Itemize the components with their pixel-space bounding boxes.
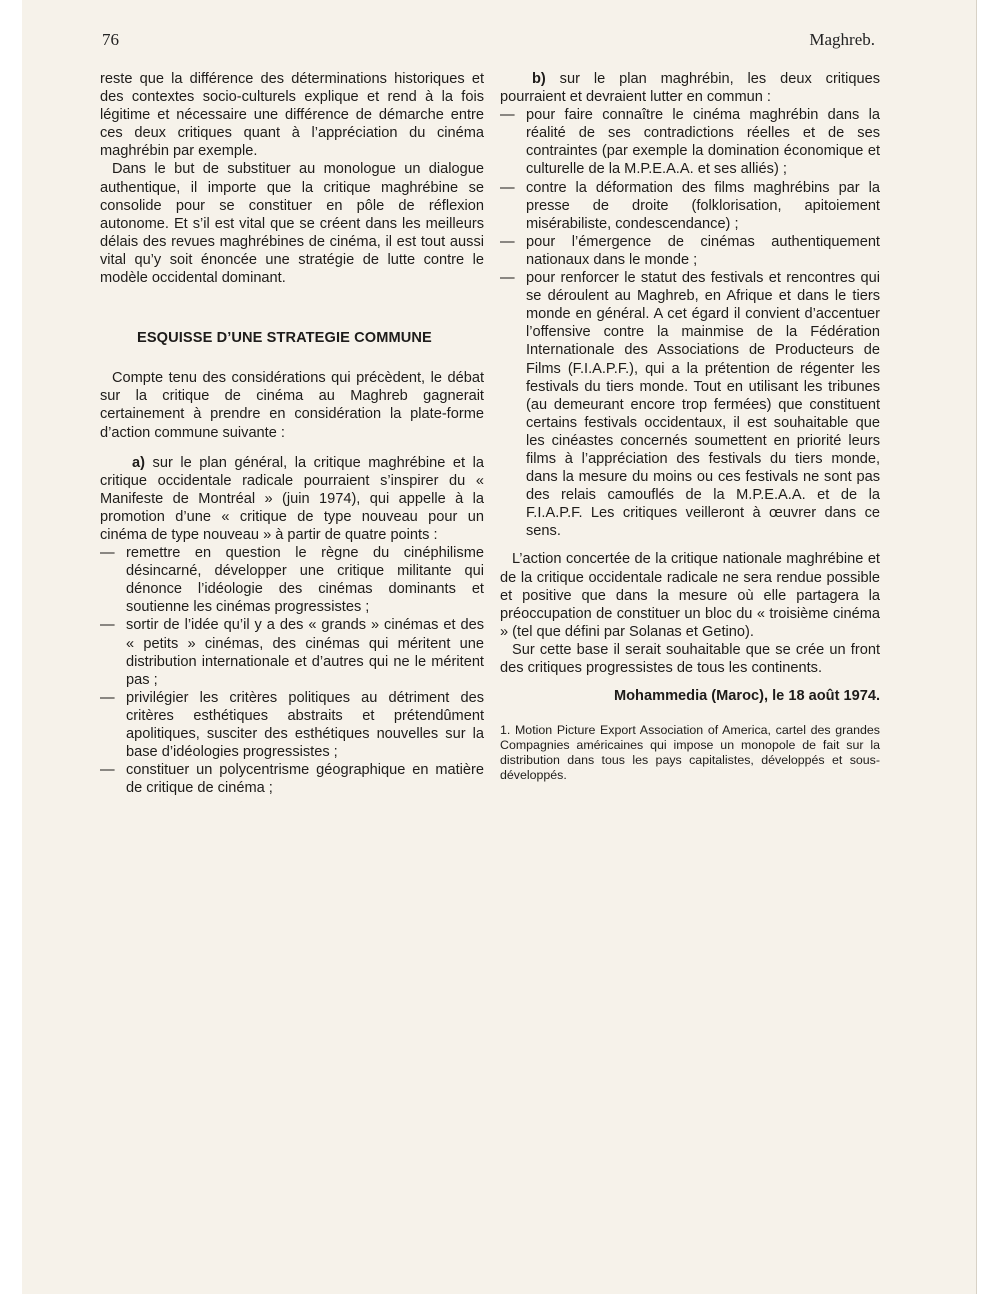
running-title: Maghreb. xyxy=(809,30,875,49)
page-number: 76 xyxy=(102,30,119,49)
footnote: 1. Motion Picture Export Association of America, cartel des grandes Compagnies américaines qui impose un monopole de fait sur la distribution dans tous les pays capitalistes, développés et sous-développés. xyxy=(500,723,880,783)
left-column xyxy=(100,70,484,797)
paragraph: Sur cette base il serait souhaitable que se crée un front des critiques progressistes de tous les continents. xyxy=(500,641,880,676)
section-heading: ESQUISSE D’UNE STRATEGIE COMMUNE xyxy=(137,330,432,347)
list-intro-text: sur le plan maghrébin, les deux critiques pourraient et devraient lutter en commun : xyxy=(500,71,880,106)
list-item: — contre la déformation des films maghrébins par la presse de droite (folklorisation, apitoiement misérabiliste, condescendance) ; xyxy=(500,179,880,233)
list-item: — constituer un polycentrisme géographique en matière de critique de cinéma ; xyxy=(100,761,484,797)
paragraph: L’action concertée de la critique nationale maghrébine et de la critique occidentale radicale ne sera rendue possible et positive que dans la mesure où elle partagera la préoccupation de constituer un bloc du « troisième cinéma » (tel que défini par Solanas et Getino). xyxy=(500,551,880,640)
list-intro-a xyxy=(100,454,484,544)
paragraph: Compte tenu des considérations qui précèdent, le débat sur la critique de cinéma au Maghreb gagnerait certainement à prendre en considération la plate-forme d’action commune suivante : xyxy=(100,370,484,441)
list-item: — sortir de l’idée qu’il y a des « grands » cinémas et des « petits » cinémas, des cinémas qui méritent une distribution internationale et d’autres qui ne le méritent pas ; xyxy=(100,616,484,688)
right-column xyxy=(500,70,880,783)
list-marker: b) xyxy=(532,71,546,87)
list-intro-text: sur le plan général, la critique maghrébine et la critique occidentale radicale pourraient s’inspirer du « Manifeste de Montréal » (juin 1974), qui appelle à la promotion d’une « critique de type nouveau pour un cinéma de type nouveau » à partir de quatre points : xyxy=(100,454,484,543)
page-sheet xyxy=(22,0,977,1294)
list-item: — privilégier les critères politiques au détriment des critères esthétiques abstraits et prétendûment apolitiques, susciter des esthétiques nouvelles sur la base d’idéologies progressistes ; xyxy=(100,689,484,761)
list-intro-b xyxy=(500,70,880,106)
list-marker: a) xyxy=(132,454,145,471)
list-item: — pour l’émergence de cinémas authentiquement nationaux dans le monde ; xyxy=(500,233,880,269)
paragraph: Dans le but de substituer au monologue un dialogue authentique, il importe que la critique maghrébine se consolide pour se constituer en pôle de réflexion autonome. Et s’il est vital que se créent dans les meilleurs délais des revues maghrébines de cinéma, il est tout aussi vital qu’y soit énoncée une stratégie de lutte contre le modèle occidental dominant. xyxy=(100,161,484,287)
list-item: — pour faire connaître le cinéma maghrébin dans la réalité de ses contradictions réelles et de ses contraintes (par exemple la domination économique et culturelle de la M.P.E.A.A. et ses alliés) ; xyxy=(500,106,880,178)
list-item: — pour renforcer le statut des festivals et rencontres qui se déroulent au Maghreb, en Afrique et dans le tiers monde en général. A cet égard il convient d’accentuer l’offensive contre la mainmise de la Fédération Internationale des Associations de Producteurs de Films (F.I.A.P.F.), qui a la prétention de régenter les festivals du tiers monde. Tout en utilisant les tribunes (au demeurant encore trop fermées) que constituent certains festivals occidentaux, il est souhaitable que les cinéastes concernés soumettent en priorité leurs films à l’appréciation des festivals du tiers monde, dans la mesure du moins ou ces festivals ne sont pas des relais camouflés de la M.P.E.A.A. et de la F.I.A.P.F. Les critiques veilleront à œuvrer dans ce sens. xyxy=(500,269,880,540)
signature: Mohammedia (Maroc), le 18 août 1974. xyxy=(613,688,880,705)
list-item: — remettre en question le règne du cinéphilisme désincarné, développer une critique militante qui dénonce l’idéologie des cinémas dominants et soutienne les cinémas progressistes ; xyxy=(100,544,484,616)
paragraph: reste que la différence des déterminations historiques et des contextes socio-culturels explique et rend à la fois légitime et nécessaire une différence de démarche entre ces deux critiques quant à l’appréciation du cinéma maghrébin par exemple. xyxy=(100,71,484,160)
